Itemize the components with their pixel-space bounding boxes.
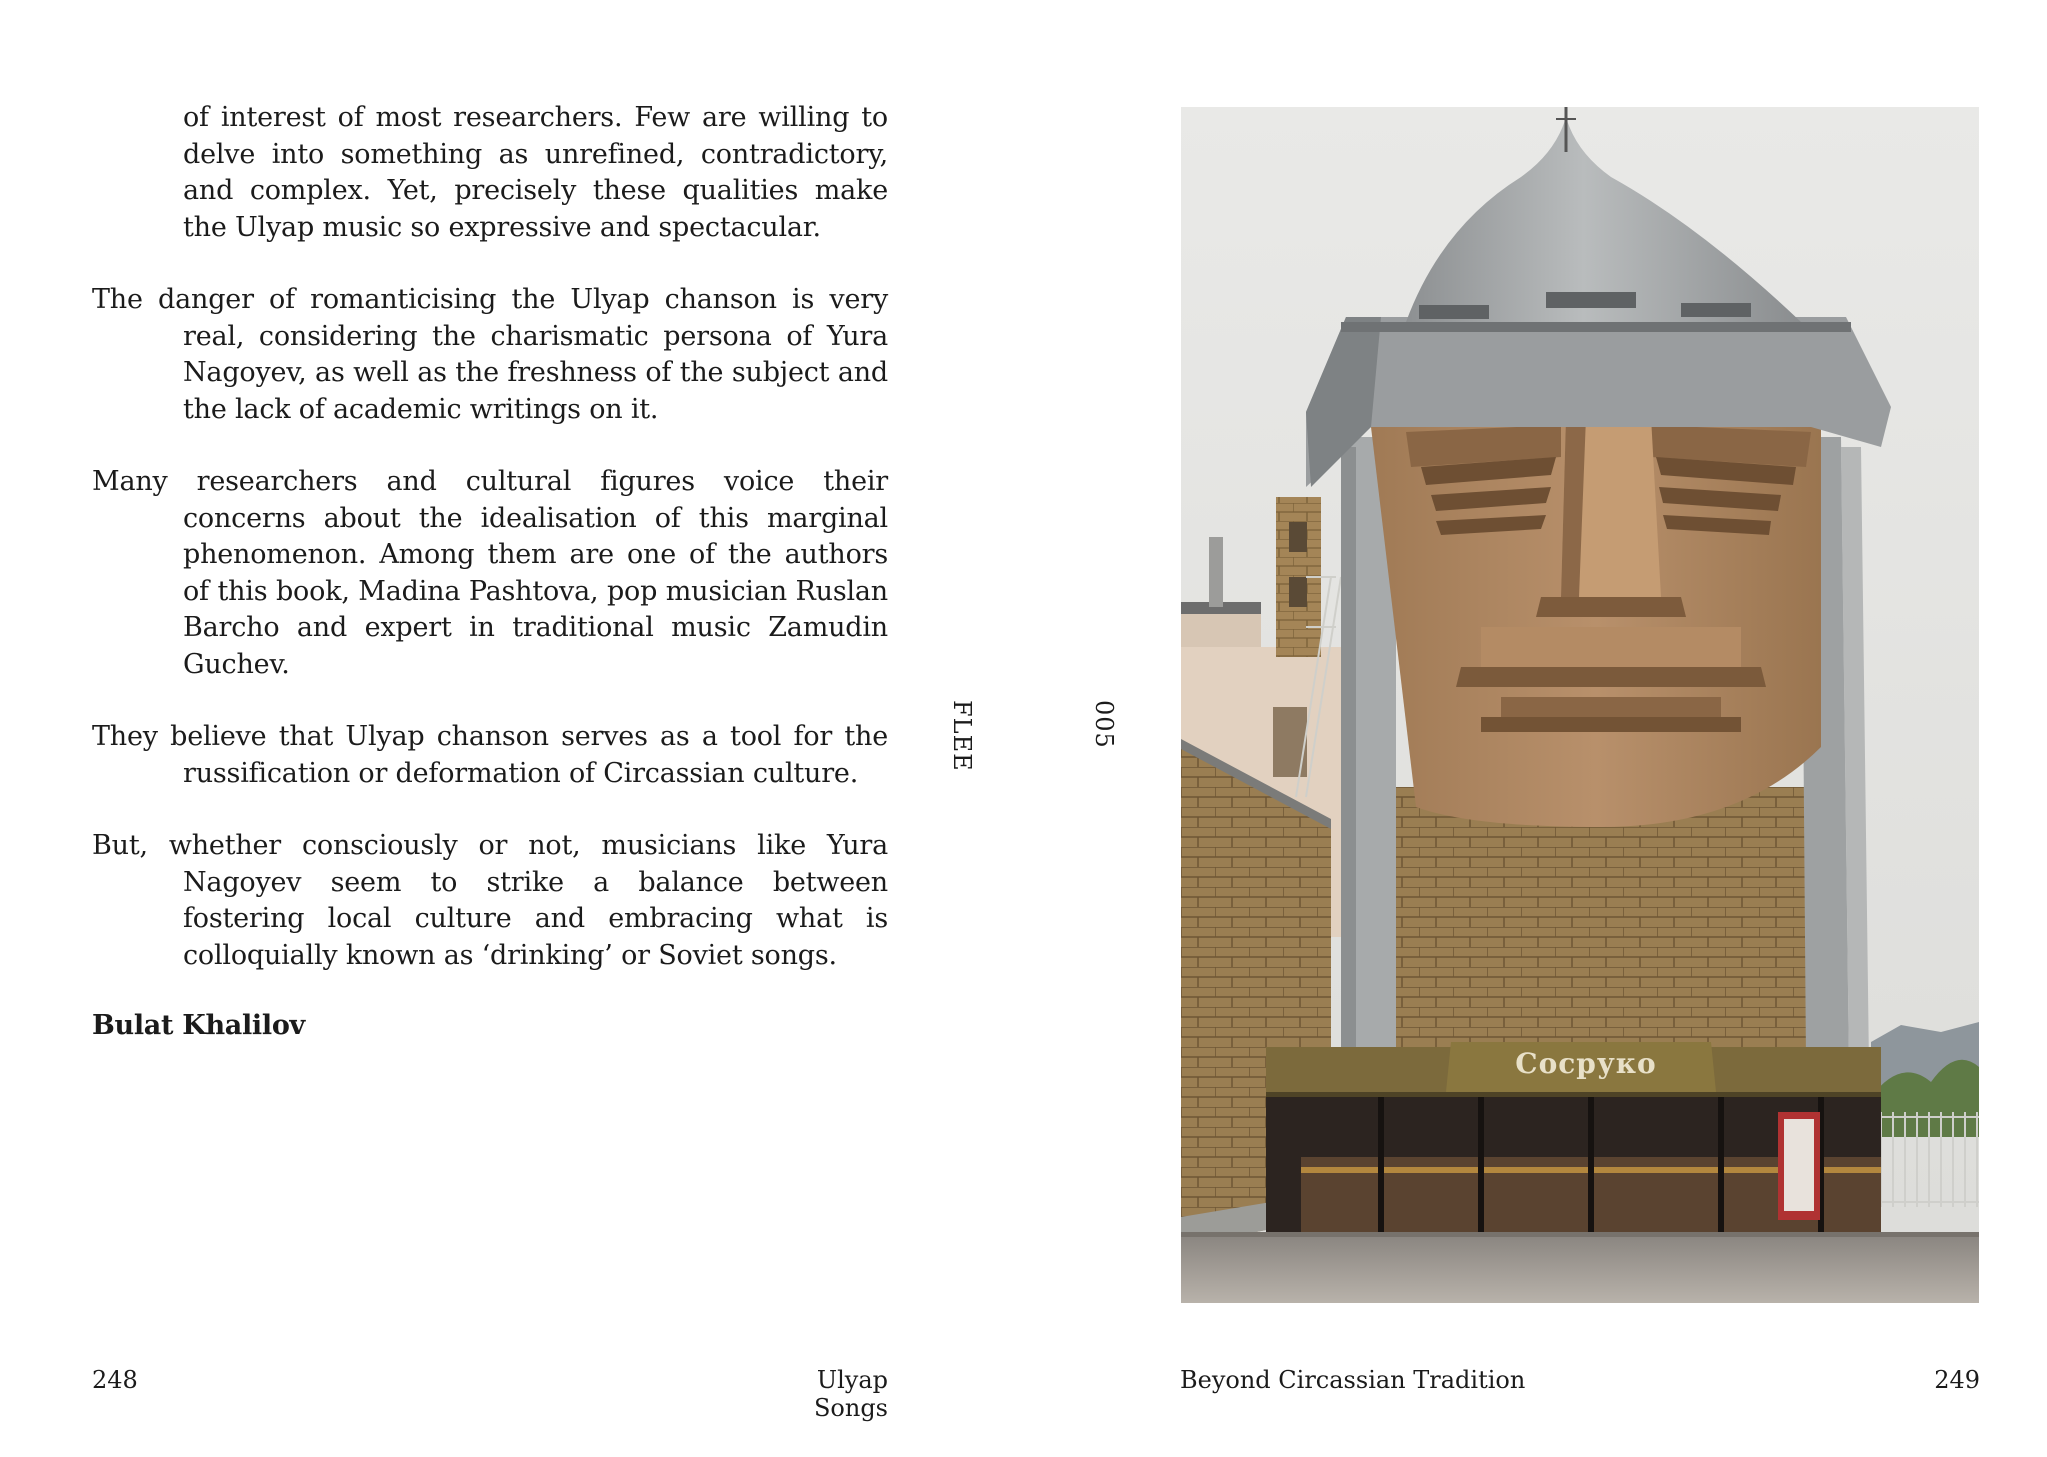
paragraph: They believe that Ulyap chanson serves as a tool for the russification or deformation of Circassian culture. <box>92 721 888 789</box>
spine-label-number: 005 <box>1090 700 1118 749</box>
paragraph: But, whether consciously or not, musicians like Yura Nagoyev seem to strike a balance between fostering local culture and embracing what is colloquially known as ‘drinking’ or Soviet songs. <box>92 830 888 971</box>
running-title-right: Beyond Circassian Tradition <box>1180 1366 1526 1394</box>
spine-label-flee: FLEE <box>948 700 976 772</box>
author-name: Bulat Khalilov <box>92 1010 305 1041</box>
body-text <box>92 100 888 1041</box>
page-number-right: 249 <box>1934 1366 1980 1394</box>
page-number-left: 248 <box>92 1366 138 1394</box>
paragraph: of interest of most researchers. Few are willing to delve into something as unrefined, contradictory, and complex. Yet, precisely these qualities make the Ulyap music so expressive and spectacular. <box>183 102 888 243</box>
paragraph: Many researchers and cultural figures voice their concerns about the idealisation of this marginal phenomenon. Among them are one of the authors of this book, Madina Pashtova, pop musician Ruslan Barcho and expert in traditional music Zamudin Guchev. <box>92 466 888 680</box>
cafe-sign: Сосруко <box>1515 1047 1657 1080</box>
running-title-left: Ulyap Songs <box>813 1366 888 1422</box>
photo-sosruko-monument <box>1181 107 1979 1303</box>
paragraph: The danger of romanticising the Ulyap chanson is very real, considering the charismatic persona of Yura Nagoyev, as well as the freshness of the subject and the lack of academic writings on it. <box>92 284 888 425</box>
